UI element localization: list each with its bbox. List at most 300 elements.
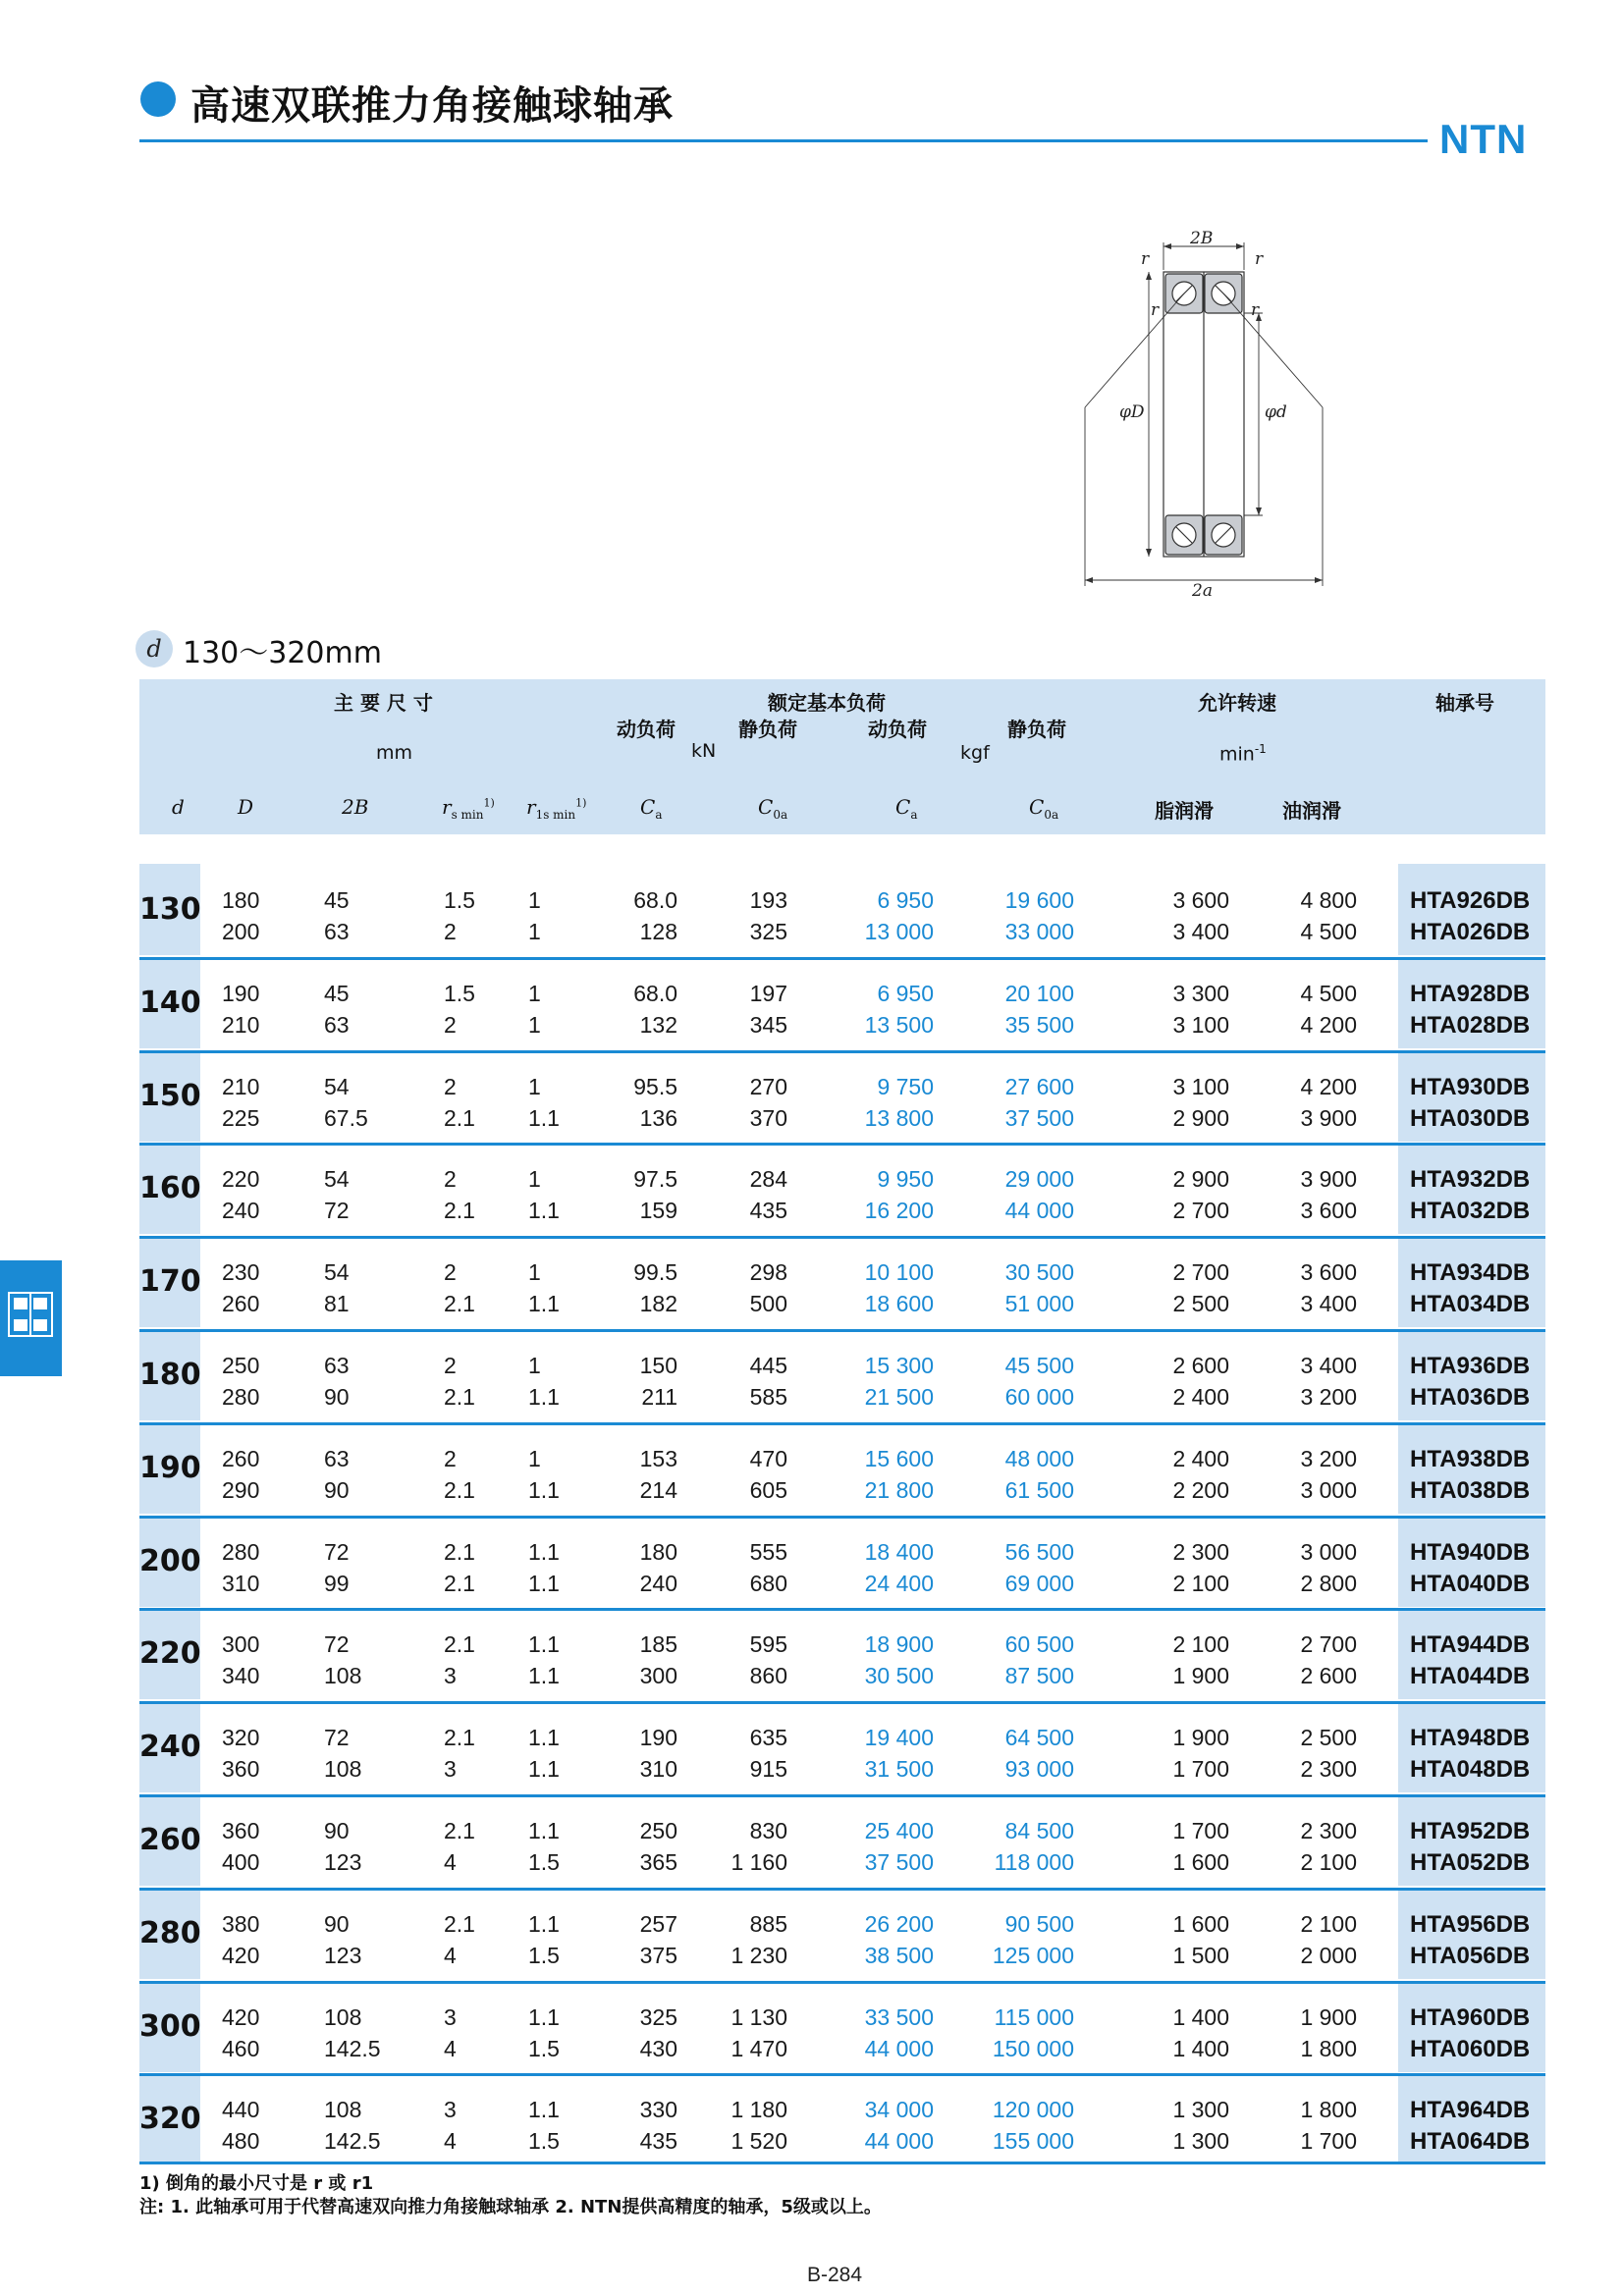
cell-r1s: 1.1 xyxy=(528,1725,560,1750)
cell-model: HTA056DB xyxy=(1410,1943,1531,1969)
cell-c0a: 1 160 xyxy=(730,1849,787,1875)
table-row xyxy=(139,1166,1545,1198)
cell-d: 220 xyxy=(222,1166,260,1192)
table-row xyxy=(139,1012,1545,1043)
cell-b2: 63 xyxy=(324,919,350,944)
table-row xyxy=(139,919,1545,950)
group-separator xyxy=(139,2073,1545,2076)
cell-d: 420 xyxy=(222,2004,260,2030)
bearing-section-icon xyxy=(8,1292,53,1337)
cell-r1s: 1.1 xyxy=(528,1384,560,1410)
cell-ca-kgf: 37 500 xyxy=(864,1849,934,1875)
cell-c0a: 193 xyxy=(749,887,787,913)
page-title: 高速双联推力角接触球轴承 xyxy=(190,83,674,129)
bore-diameter: 140 xyxy=(139,957,200,1048)
cell-grease: 2 400 xyxy=(1172,1384,1229,1410)
cell-c0a: 1 470 xyxy=(730,2036,787,2061)
table-row xyxy=(139,1539,1545,1571)
col-d: d xyxy=(172,795,185,819)
cell-model: HTA048DB xyxy=(1410,1756,1531,1783)
col-r1s: $r_{1s min}^{1)}$ xyxy=(526,795,587,822)
cell-c0a-kgf: 120 000 xyxy=(992,2097,1074,2122)
cell-grease: 2 600 xyxy=(1172,1353,1229,1378)
group-separator xyxy=(139,1888,1545,1891)
cell-c0a: 595 xyxy=(749,1631,787,1657)
brand-logo: NTN xyxy=(1439,116,1528,162)
cell-r1s: 1.1 xyxy=(528,2004,560,2030)
cell-r1s: 1.5 xyxy=(528,1849,560,1875)
cell-ca-kgf: 24 400 xyxy=(864,1571,934,1596)
cell-d: 440 xyxy=(222,2097,260,2122)
cell-b2: 142.5 xyxy=(324,2036,381,2061)
bore-diameter: 190 xyxy=(139,1422,200,1514)
bore-diameter: 180 xyxy=(139,1329,200,1420)
cell-model: HTA960DB xyxy=(1410,2004,1531,2031)
cell-ca-kgf: 15 600 xyxy=(864,1446,934,1471)
table-row xyxy=(139,1818,1545,1849)
range-symbol: d xyxy=(135,630,173,667)
cell-c0a: 270 xyxy=(749,1074,787,1099)
cell-model: HTA038DB xyxy=(1410,1477,1531,1504)
cell-oil: 2 800 xyxy=(1300,1571,1357,1596)
cell-c0a-kgf: 84 500 xyxy=(1004,1818,1074,1843)
bore-group xyxy=(139,1422,1545,1514)
cell-d: 225 xyxy=(222,1105,260,1131)
diagram-label-r-left: r xyxy=(1151,300,1160,320)
header-dyn-kgf: 动负荷 xyxy=(868,718,927,741)
cell-d: 320 xyxy=(222,1725,260,1750)
cell-d: 230 xyxy=(222,1259,260,1285)
cell-ca: 159 xyxy=(639,1198,677,1223)
cell-oil: 3 600 xyxy=(1300,1259,1357,1285)
cell-c0a: 345 xyxy=(749,1012,787,1038)
cell-r1s: 1.1 xyxy=(528,1105,560,1131)
cell-b2: 90 xyxy=(324,1477,350,1503)
cell-ca-kgf: 31 500 xyxy=(864,1756,934,1782)
cell-model: HTA952DB xyxy=(1410,1818,1531,1844)
cell-b2: 108 xyxy=(324,2004,362,2030)
cell-d: 210 xyxy=(222,1074,260,1099)
cell-model: HTA040DB xyxy=(1410,1571,1531,1597)
cell-ca-kgf: 30 500 xyxy=(864,1663,934,1688)
cell-c0a-kgf: 51 000 xyxy=(1004,1291,1074,1316)
cell-c0a: 885 xyxy=(749,1911,787,1937)
cell-ca: 310 xyxy=(639,1756,677,1782)
cell-b2: 54 xyxy=(324,1166,350,1192)
group-separator xyxy=(139,1329,1545,1332)
cell-oil: 3 200 xyxy=(1300,1384,1357,1410)
col-D: D xyxy=(238,795,254,819)
cell-c0a-kgf: 48 000 xyxy=(1004,1446,1074,1471)
cell-r1s: 1.1 xyxy=(528,1818,560,1843)
header-speed: 允许转速 xyxy=(1198,691,1276,715)
table-row xyxy=(139,1446,1545,1477)
cell-b2: 90 xyxy=(324,1818,350,1843)
cell-oil: 3 900 xyxy=(1300,1166,1357,1192)
cell-d: 360 xyxy=(222,1818,260,1843)
bearing-diagram xyxy=(1080,231,1335,596)
cell-rs: 2.1 xyxy=(444,1911,475,1937)
cell-d: 290 xyxy=(222,1477,260,1503)
cell-oil: 3 000 xyxy=(1300,1477,1357,1503)
title-divider xyxy=(139,139,1428,142)
bore-diameter: 240 xyxy=(139,1701,200,1792)
diagram-label-2B: 2B xyxy=(1190,231,1214,248)
cell-rs: 2 xyxy=(444,1446,457,1471)
cell-r1s: 1.1 xyxy=(528,2097,560,2122)
cell-r1s: 1.1 xyxy=(528,1631,560,1657)
table-row xyxy=(139,1291,1545,1322)
cell-b2: 123 xyxy=(324,1943,362,1968)
cell-c0a: 325 xyxy=(749,919,787,944)
cell-oil: 2 300 xyxy=(1300,1756,1357,1782)
bore-diameter: 130 xyxy=(139,864,200,955)
cell-rs: 2.1 xyxy=(444,1725,475,1750)
header-unit-kgf: kgf xyxy=(960,742,990,764)
table-row xyxy=(139,981,1545,1012)
cell-c0a: 370 xyxy=(749,1105,787,1131)
cell-oil: 4 500 xyxy=(1300,919,1357,944)
cell-model: HTA930DB xyxy=(1410,1074,1531,1100)
cell-d: 240 xyxy=(222,1198,260,1223)
cell-ca: 435 xyxy=(639,2128,677,2154)
cell-b2: 63 xyxy=(324,1446,350,1471)
cell-ca: 185 xyxy=(639,1631,677,1657)
cell-b2: 99 xyxy=(324,1571,350,1596)
cell-grease: 2 700 xyxy=(1172,1198,1229,1223)
table-row xyxy=(139,1074,1545,1105)
cell-r1s: 1 xyxy=(528,1074,541,1099)
cell-rs: 3 xyxy=(444,2097,457,2122)
table-row xyxy=(139,1756,1545,1788)
cell-ca-kgf: 10 100 xyxy=(864,1259,934,1285)
table-row xyxy=(139,1849,1545,1881)
cell-b2: 108 xyxy=(324,2097,362,2122)
cell-c0a-kgf: 60 000 xyxy=(1004,1384,1074,1410)
cell-r1s: 1.1 xyxy=(528,1539,560,1565)
title-bullet-icon xyxy=(140,81,176,117)
col-oil: 油润滑 xyxy=(1282,799,1341,823)
table-header xyxy=(139,679,1545,834)
header-stat-kgf: 静负荷 xyxy=(1007,718,1066,741)
cell-d: 400 xyxy=(222,1849,260,1875)
group-separator xyxy=(139,957,1545,960)
table-row xyxy=(139,2097,1545,2128)
cell-c0a-kgf: 125 000 xyxy=(992,1943,1074,1968)
cell-grease: 2 500 xyxy=(1172,1291,1229,1316)
cell-rs: 4 xyxy=(444,1849,457,1875)
cell-model: HTA052DB xyxy=(1410,1849,1531,1876)
cell-oil: 1 900 xyxy=(1300,2004,1357,2030)
cell-ca-kgf: 26 200 xyxy=(864,1911,934,1937)
col-rs: $r_{s min}^{1)}$ xyxy=(442,795,495,822)
diagram-label-2a: 2a xyxy=(1192,581,1213,596)
cell-ca: 132 xyxy=(639,1012,677,1038)
cell-grease: 2 100 xyxy=(1172,1631,1229,1657)
cell-grease: 2 300 xyxy=(1172,1539,1229,1565)
cell-ca: 250 xyxy=(639,1818,677,1843)
cell-grease: 2 700 xyxy=(1172,1259,1229,1285)
cell-c0a-kgf: 27 600 xyxy=(1004,1074,1074,1099)
cell-b2: 142.5 xyxy=(324,2128,381,2154)
cell-r1s: 1 xyxy=(528,1012,541,1038)
cell-rs: 3 xyxy=(444,1756,457,1782)
cell-oil: 4 200 xyxy=(1300,1074,1357,1099)
cell-c0a-kgf: 115 000 xyxy=(994,2004,1074,2030)
group-separator xyxy=(139,1422,1545,1425)
cell-model: HTA932DB xyxy=(1410,1166,1531,1193)
cell-grease: 1 400 xyxy=(1172,2036,1229,2061)
cell-ca-kgf: 33 500 xyxy=(864,2004,934,2030)
cell-d: 460 xyxy=(222,2036,260,2061)
cell-ca: 68.0 xyxy=(633,887,677,913)
bore-group xyxy=(139,1236,1545,1327)
cell-b2: 72 xyxy=(324,1631,350,1657)
cell-c0a-kgf: 60 500 xyxy=(1004,1631,1074,1657)
cell-c0a: 1 130 xyxy=(730,2004,787,2030)
bore-diameter: 170 xyxy=(139,1236,200,1327)
cell-c0a-kgf: 37 500 xyxy=(1004,1105,1074,1131)
cell-oil: 3 600 xyxy=(1300,1198,1357,1223)
cell-ca-kgf: 6 950 xyxy=(877,887,934,913)
table-row xyxy=(139,1259,1545,1291)
bore-group xyxy=(139,957,1545,1048)
header-main-unit: mm xyxy=(376,742,413,764)
header-speed-unit: $\min^{-1}$ xyxy=(1219,742,1267,766)
cell-ca-kgf: 34 000 xyxy=(864,2097,934,2122)
cell-r1s: 1 xyxy=(528,919,541,944)
cell-grease: 2 900 xyxy=(1172,1105,1229,1131)
cell-ca: 190 xyxy=(639,1725,677,1750)
cell-d: 250 xyxy=(222,1353,260,1378)
cell-grease: 2 200 xyxy=(1172,1477,1229,1503)
cell-oil: 1 800 xyxy=(1300,2036,1357,2061)
cell-c0a-kgf: 155 000 xyxy=(992,2128,1074,2154)
cell-b2: 67.5 xyxy=(324,1105,368,1131)
cell-c0a: 197 xyxy=(749,981,787,1006)
cell-ca-kgf: 21 500 xyxy=(864,1384,934,1410)
table-row xyxy=(139,1943,1545,1974)
cell-ca: 95.5 xyxy=(633,1074,677,1099)
cell-ca: 325 xyxy=(639,2004,677,2030)
cell-oil: 4 800 xyxy=(1300,887,1357,913)
col-Ca-kgf: $C_a$ xyxy=(895,795,918,822)
bore-group xyxy=(139,2073,1545,2164)
cell-model: HTA044DB xyxy=(1410,1663,1531,1689)
cell-r1s: 1.1 xyxy=(528,1663,560,1688)
cell-c0a: 605 xyxy=(749,1477,787,1503)
bore-group xyxy=(139,1329,1545,1420)
cell-ca-kgf: 18 400 xyxy=(864,1539,934,1565)
cell-oil: 2 500 xyxy=(1300,1725,1357,1750)
table-row xyxy=(139,1631,1545,1663)
table-row xyxy=(139,1384,1545,1415)
cell-model: HTA926DB xyxy=(1410,887,1531,914)
group-separator xyxy=(139,1608,1545,1611)
cell-ca: 430 xyxy=(639,2036,677,2061)
cell-d: 420 xyxy=(222,1943,260,1968)
bore-group xyxy=(139,1050,1545,1142)
cell-c0a-kgf: 29 000 xyxy=(1004,1166,1074,1192)
cell-model: HTA944DB xyxy=(1410,1631,1531,1658)
cell-c0a: 500 xyxy=(749,1291,787,1316)
cell-oil: 3 200 xyxy=(1300,1446,1357,1471)
cell-oil: 2 100 xyxy=(1300,1911,1357,1937)
cell-b2: 90 xyxy=(324,1911,350,1937)
cell-ca-kgf: 13 500 xyxy=(864,1012,934,1038)
cell-rs: 2.1 xyxy=(444,1198,475,1223)
cell-rs: 1.5 xyxy=(444,981,475,1006)
cell-model: HTA028DB xyxy=(1410,1012,1531,1039)
cell-rs: 3 xyxy=(444,2004,457,2030)
group-separator xyxy=(139,1050,1545,1053)
cell-model: HTA928DB xyxy=(1410,981,1531,1007)
cell-b2: 63 xyxy=(324,1012,350,1038)
cell-c0a-kgf: 118 000 xyxy=(994,1849,1074,1875)
cell-d: 340 xyxy=(222,1663,260,1688)
col-2B: 2B xyxy=(342,795,369,819)
cell-oil: 4 500 xyxy=(1300,981,1357,1006)
cell-r1s: 1 xyxy=(528,981,541,1006)
cell-ca-kgf: 18 900 xyxy=(864,1631,934,1657)
cell-ca: 136 xyxy=(639,1105,677,1131)
cell-c0a: 1 230 xyxy=(730,1943,787,1968)
cell-rs: 2 xyxy=(444,919,457,944)
cell-rs: 2.1 xyxy=(444,1105,475,1131)
header-unit-kn: kN xyxy=(691,740,717,762)
table-row xyxy=(139,1353,1545,1384)
cell-rs: 2.1 xyxy=(444,1384,475,1410)
cell-c0a: 680 xyxy=(749,1571,787,1596)
header-model: 轴承号 xyxy=(1435,691,1494,715)
cell-oil: 2 300 xyxy=(1300,1818,1357,1843)
cell-grease: 3 100 xyxy=(1172,1074,1229,1099)
cell-c0a-kgf: 61 500 xyxy=(1004,1477,1074,1503)
bore-group xyxy=(139,1701,1545,1792)
cell-d: 300 xyxy=(222,1631,260,1657)
cell-d: 210 xyxy=(222,1012,260,1038)
cell-b2: 123 xyxy=(324,1849,362,1875)
bore-diameter: 220 xyxy=(139,1608,200,1699)
cell-d: 260 xyxy=(222,1291,260,1316)
cell-ca: 211 xyxy=(641,1384,677,1410)
bore-group xyxy=(139,864,1545,955)
group-separator xyxy=(139,1981,1545,1984)
cell-grease: 1 900 xyxy=(1172,1725,1229,1750)
cell-model: HTA956DB xyxy=(1410,1911,1531,1938)
cell-c0a: 555 xyxy=(749,1539,787,1565)
cell-ca-kgf: 21 800 xyxy=(864,1477,934,1503)
cell-ca: 300 xyxy=(639,1663,677,1688)
cell-rs: 2.1 xyxy=(444,1631,475,1657)
cell-r1s: 1.1 xyxy=(528,1756,560,1782)
cell-b2: 63 xyxy=(324,1353,350,1378)
cell-model: HTA060DB xyxy=(1410,2036,1531,2062)
cell-c0a: 830 xyxy=(749,1818,787,1843)
cell-c0a: 1 520 xyxy=(730,2128,787,2154)
cell-c0a: 445 xyxy=(749,1353,787,1378)
cell-c0a: 435 xyxy=(749,1198,787,1223)
table-row xyxy=(139,1571,1545,1602)
cell-ca-kgf: 44 000 xyxy=(864,2128,934,2154)
cell-d: 260 xyxy=(222,1446,260,1471)
cell-model: HTA032DB xyxy=(1410,1198,1531,1224)
cell-oil: 2 000 xyxy=(1300,1943,1357,1968)
cell-grease: 2 100 xyxy=(1172,1571,1229,1596)
cell-ca-kgf: 25 400 xyxy=(864,1818,934,1843)
cell-oil: 3 000 xyxy=(1300,1539,1357,1565)
cell-grease: 1 300 xyxy=(1172,2097,1229,2122)
cell-ca-kgf: 18 600 xyxy=(864,1291,934,1316)
cell-model: HTA940DB xyxy=(1410,1539,1531,1566)
cell-d: 480 xyxy=(222,2128,260,2154)
cell-grease: 1 700 xyxy=(1172,1756,1229,1782)
cell-rs: 2.1 xyxy=(444,1571,475,1596)
bore-diameter: 200 xyxy=(139,1516,200,1607)
cell-b2: 81 xyxy=(324,1291,350,1316)
cell-c0a-kgf: 93 000 xyxy=(1004,1756,1074,1782)
bore-diameter: 280 xyxy=(139,1888,200,1979)
cell-ca: 257 xyxy=(639,1911,677,1937)
bore-diameter: 150 xyxy=(139,1050,200,1142)
cell-grease: 1 600 xyxy=(1172,1849,1229,1875)
group-separator xyxy=(139,1516,1545,1519)
group-separator xyxy=(139,1236,1545,1239)
cell-r1s: 1.5 xyxy=(528,2036,560,2061)
table-row xyxy=(139,1911,1545,1943)
cell-r1s: 1.1 xyxy=(528,1477,560,1503)
cell-r1s: 1 xyxy=(528,1353,541,1378)
cell-model: HTA964DB xyxy=(1410,2097,1531,2123)
table-row xyxy=(139,1725,1545,1756)
cell-ca: 150 xyxy=(639,1353,677,1378)
side-section-tab[interactable] xyxy=(0,1260,62,1376)
cell-rs: 2 xyxy=(444,1353,457,1378)
cell-grease: 1 900 xyxy=(1172,1663,1229,1688)
table-row xyxy=(139,1663,1545,1694)
table-bottom-rule xyxy=(139,2162,1545,2164)
table-row xyxy=(139,2036,1545,2067)
cell-b2: 108 xyxy=(324,1756,362,1782)
cell-c0a: 860 xyxy=(749,1663,787,1688)
cell-oil: 1 800 xyxy=(1300,2097,1357,2122)
cell-ca-kgf: 13 000 xyxy=(864,919,934,944)
table-row xyxy=(139,2004,1545,2036)
cell-oil: 3 900 xyxy=(1300,1105,1357,1131)
bore-group xyxy=(139,1794,1545,1886)
cell-ca: 182 xyxy=(639,1291,677,1316)
cell-rs: 2 xyxy=(444,1166,457,1192)
cell-r1s: 1.1 xyxy=(528,1198,560,1223)
bore-diameter: 260 xyxy=(139,1794,200,1886)
cell-grease: 2 400 xyxy=(1172,1446,1229,1471)
cell-ca: 330 xyxy=(639,2097,677,2122)
cell-r1s: 1 xyxy=(528,1259,541,1285)
bore-group xyxy=(139,1143,1545,1234)
header-main-dims: 主 要 尺 寸 xyxy=(334,691,433,715)
cell-rs: 2.1 xyxy=(444,1818,475,1843)
cell-model: HTA948DB xyxy=(1410,1725,1531,1751)
cell-rs: 2.1 xyxy=(444,1291,475,1316)
cell-c0a-kgf: 20 100 xyxy=(1004,981,1074,1006)
cell-c0a-kgf: 45 500 xyxy=(1004,1353,1074,1378)
cell-rs: 2 xyxy=(444,1259,457,1285)
cell-d: 280 xyxy=(222,1384,260,1410)
cell-c0a: 1 180 xyxy=(730,2097,787,2122)
cell-d: 200 xyxy=(222,919,260,944)
cell-oil: 2 100 xyxy=(1300,1849,1357,1875)
cell-ca-kgf: 9 950 xyxy=(877,1166,934,1192)
